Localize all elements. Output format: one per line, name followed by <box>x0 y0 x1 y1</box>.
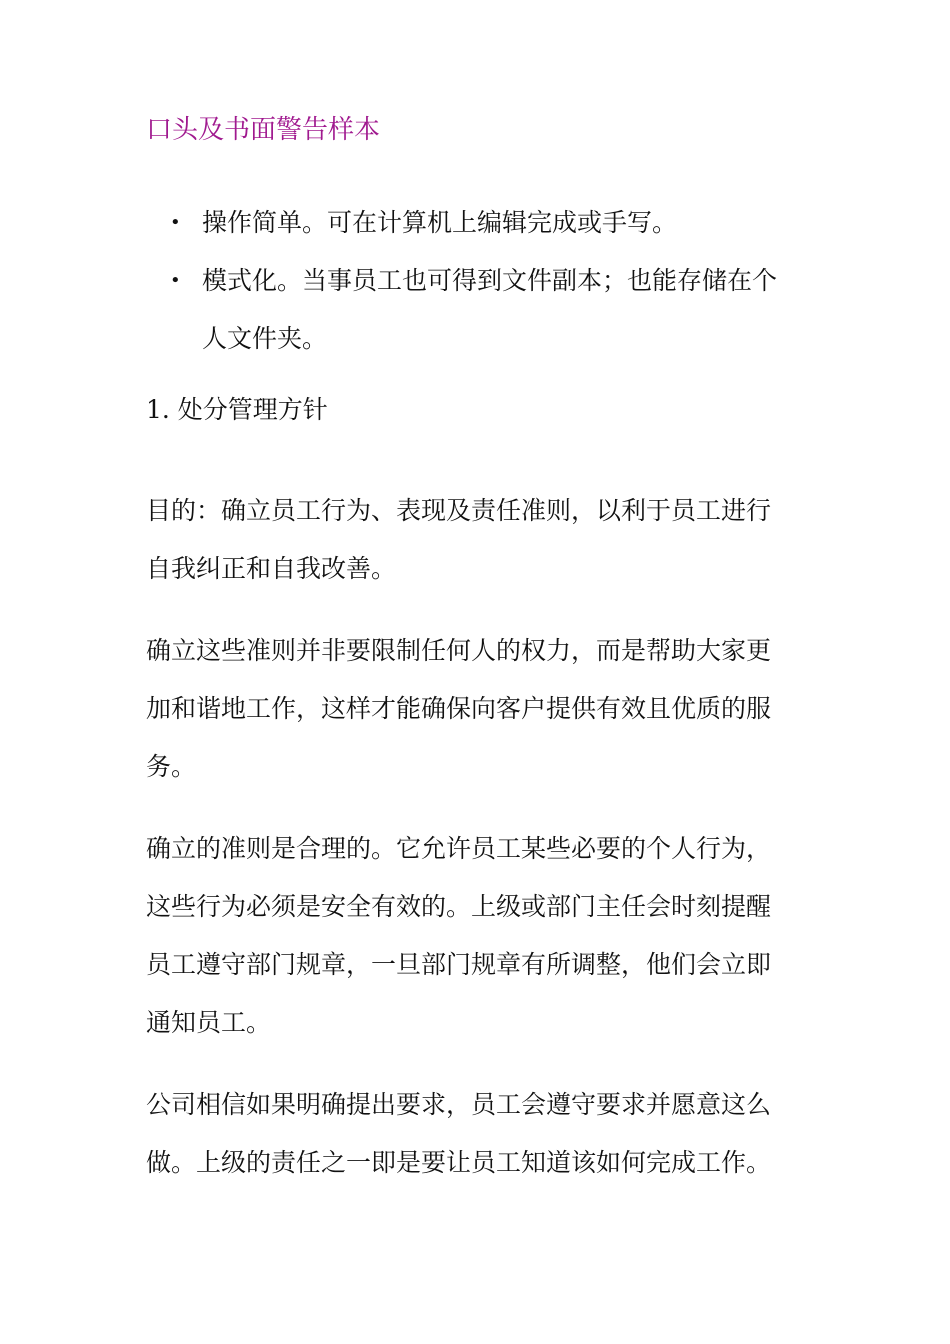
paragraph-line: 确立这些准则并非要限制任何人的权力，而是帮助大家更 <box>146 636 772 665</box>
paragraph-line: 公司相信如果明确提出要求，员工会遵守要求并愿意这么 <box>146 1090 772 1119</box>
paragraph-line: 务。 <box>146 752 197 781</box>
paragraph-line: 确立的准则是合理的。它允许员工某些必要的个人行为， <box>146 834 772 863</box>
bullet-text-line: 操作简单。可在计算机上编辑完成或手写。 <box>202 208 678 237</box>
bullet-marker: • <box>170 270 181 291</box>
bullet-text-line: 模式化。当事员工也可得到文件副本；也能存储在个 <box>202 266 778 295</box>
section-heading: 1. 处分管理方针 <box>146 395 328 424</box>
bullet-text-line: 人文件夹。 <box>202 324 328 353</box>
document-title: 口头及书面警告样本 <box>146 115 381 145</box>
feature-bullet-list <box>146 194 826 368</box>
paragraph-line: 通知员工。 <box>146 1008 272 1037</box>
bullet-item-templated <box>146 252 826 368</box>
paragraph-line: 自我纠正和自我改善。 <box>146 554 397 583</box>
paragraph-guidelines-intent <box>146 622 836 796</box>
paragraph-company-belief <box>146 1076 836 1192</box>
paragraph-line: 加和谐地工作，这样才能确保向客户提供有效且优质的服 <box>146 694 772 723</box>
paragraph-line: 这些行为必须是安全有效的。上级或部门主任会时刻提醒 <box>146 892 772 921</box>
paragraph-guidelines-reasonable <box>146 820 836 1052</box>
bullet-marker: • <box>170 212 181 233</box>
paragraph-line: 做。上级的责任之一即是要让员工知道该如何完成工作。 <box>146 1148 772 1177</box>
bullet-item-simple-operation <box>146 194 826 252</box>
paragraph-purpose <box>146 482 836 598</box>
paragraph-line: 员工遵守部门规章，一旦部门规章有所调整，他们会立即 <box>146 950 772 979</box>
paragraph-line: 目的：确立员工行为、表现及责任准则，以利于员工进行 <box>146 496 772 525</box>
